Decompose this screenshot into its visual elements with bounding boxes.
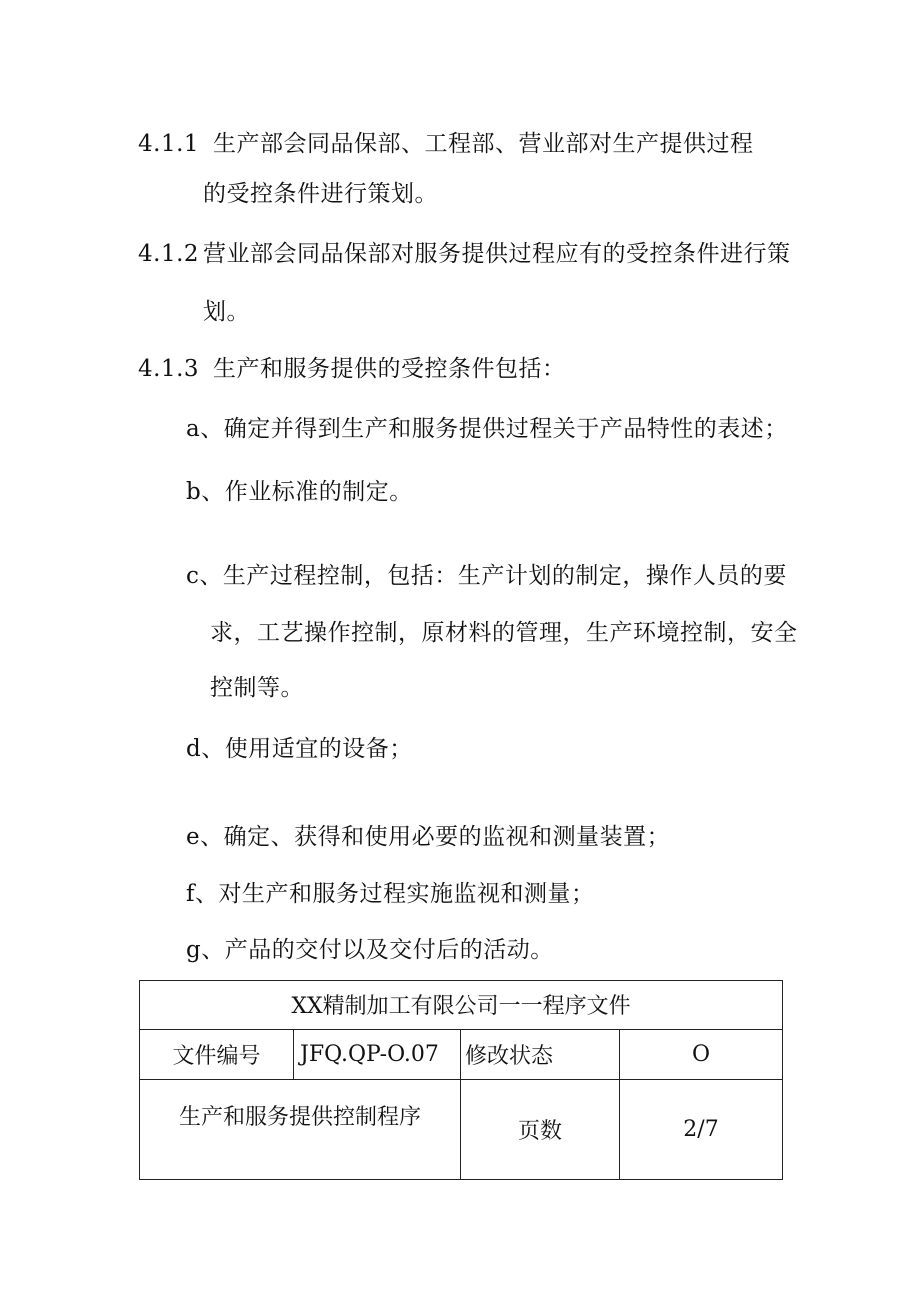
list-item: e、确定、获得和使用必要的监视和测量装置；	[186, 824, 671, 850]
section-text-line: 生产部会同品保部、工程部、营业部对生产提供过程	[213, 131, 754, 157]
document-control-table	[139, 980, 783, 1180]
list-item: b、作业标准的制定。	[186, 479, 413, 505]
list-item: c、生产过程控制，包括：生产计划的制定，操作人员的要	[186, 563, 787, 589]
section-text-line: 的受控条件进行策划。	[203, 181, 438, 207]
page-count-label: 页数	[461, 1080, 620, 1180]
doc-number-label: 文件编号	[140, 1029, 294, 1080]
list-item-continuation: 求，工艺操作控制，原材料的管理，生产环境控制，安全	[210, 620, 798, 646]
list-item: g、产品的交付以及交付后的活动。	[186, 937, 554, 963]
section-text-line: 营业部会同品保部对服务提供过程应有的受控条件进行策	[203, 241, 791, 267]
doc-number-value: JFQ.QP-O.07	[294, 1029, 461, 1080]
section-number: 4.1.1	[138, 131, 200, 157]
list-item: f、对生产和服务过程实施监视和测量；	[186, 881, 595, 907]
section-text-line: 划。	[203, 299, 250, 325]
revision-label: 修改状态	[461, 1029, 620, 1080]
company-name: XX精制加工有限公司一一程序文件	[140, 981, 783, 1030]
list-item: d、使用适宜的设备；	[186, 736, 413, 762]
section-text-line: 生产和服务提供的受控条件包括：	[213, 356, 566, 382]
list-item-continuation: 控制等。	[210, 675, 304, 701]
page-count-value: 2/7	[620, 1080, 783, 1180]
procedure-title: 生产和服务提供控制程序	[140, 1080, 461, 1180]
section-number: 4.1.2	[138, 241, 200, 267]
list-item: a、确定并得到生产和服务提供过程关于产品特性的表述；	[186, 416, 788, 442]
section-number: 4.1.3	[138, 356, 200, 382]
revision-value: O	[620, 1029, 783, 1080]
